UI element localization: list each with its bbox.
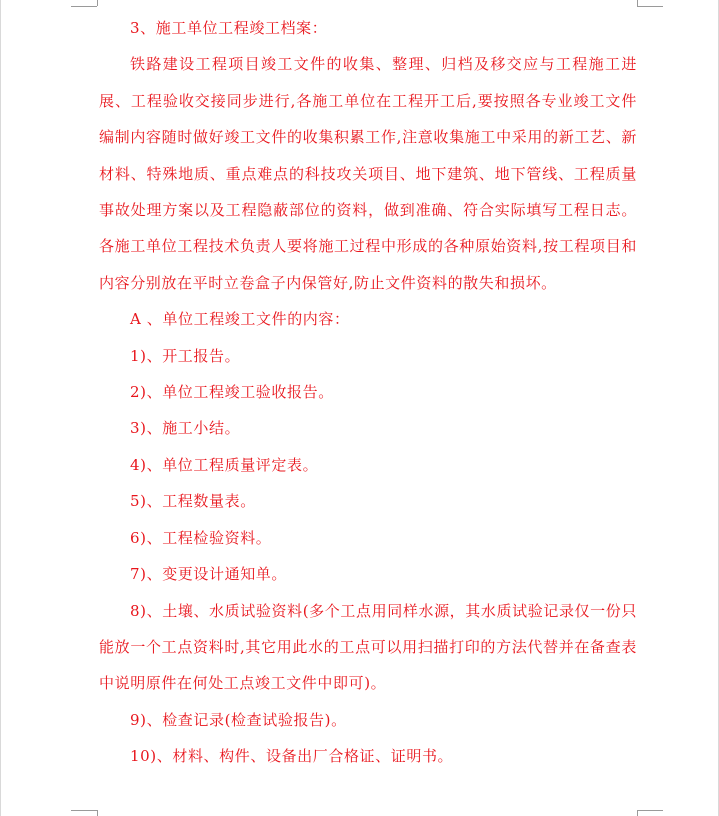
crop-mark-top-left (71, 6, 97, 7)
list-item-6: 6)、工程检验资料。 (130, 528, 272, 547)
crop-mark-bottom-left (71, 810, 97, 811)
list-item-5: 5)、工程数量表。 (130, 492, 256, 511)
list-item-7: 7)、变更设计通知单。 (130, 565, 287, 584)
list-item-1: 1)、开工报告。 (130, 346, 241, 365)
crop-mark-bottom-right-vertical (637, 810, 638, 816)
crop-mark-bottom-left-vertical (97, 810, 98, 816)
list-item-9: 9)、检查记录(检查试验报告)。 (130, 710, 347, 729)
list-item-10: 10)、材料、构件、设备出厂合格证、证明书。 (130, 747, 454, 766)
crop-mark-top-right (637, 6, 663, 7)
section-a-heading: A 、单位工程竣工文件的内容： (130, 310, 350, 329)
crop-mark-top-left-vertical (97, 0, 98, 6)
body-paragraph: 铁路建设工程项目竣工文件的收集、整理、归档及移交应与工程施工进展、工程验收交接同步进行,各施工单位在工程开工后,要按照各专业竣工文件编制内容随时做好竣工文件的收集积累工作,注意收集施工中采用的新工艺、新材料、特殊地质、重点难点的科技攻关项目、地下建筑、地下管线、工程质量事故处理方案以及工程隐蔽部位的资料，做到准确、符合实际填写工程日志。各施工单位工程技术负责人要将施工过程中形成的各种原始资料,按工程项目和内容分别放在平时立卷盒子内保管好,防止文件资料的散失和损坏。 (99, 55, 637, 292)
section-heading: 3、施工单位工程竣工档案： (130, 19, 328, 37)
document-content[interactable] (99, 10, 637, 775)
list-item-2: 2)、单位工程竣工验收报告。 (130, 383, 334, 402)
crop-mark-bottom-right (637, 810, 663, 811)
crop-mark-top-right-vertical (637, 0, 638, 6)
list-item-3: 3)、施工小结。 (130, 419, 241, 438)
list-item-4: 4)、单位工程质量评定表。 (130, 455, 319, 474)
list-item-8: 8)、土壤、水质试验资料(多个工点用同样水源，其水质试验记录仅一份只能放一个工点资料时,其它用此水的工点可以用扫描打印的方法代替并在备查表中说明原件在何处工点竣工文件中即可)。 (99, 601, 637, 693)
